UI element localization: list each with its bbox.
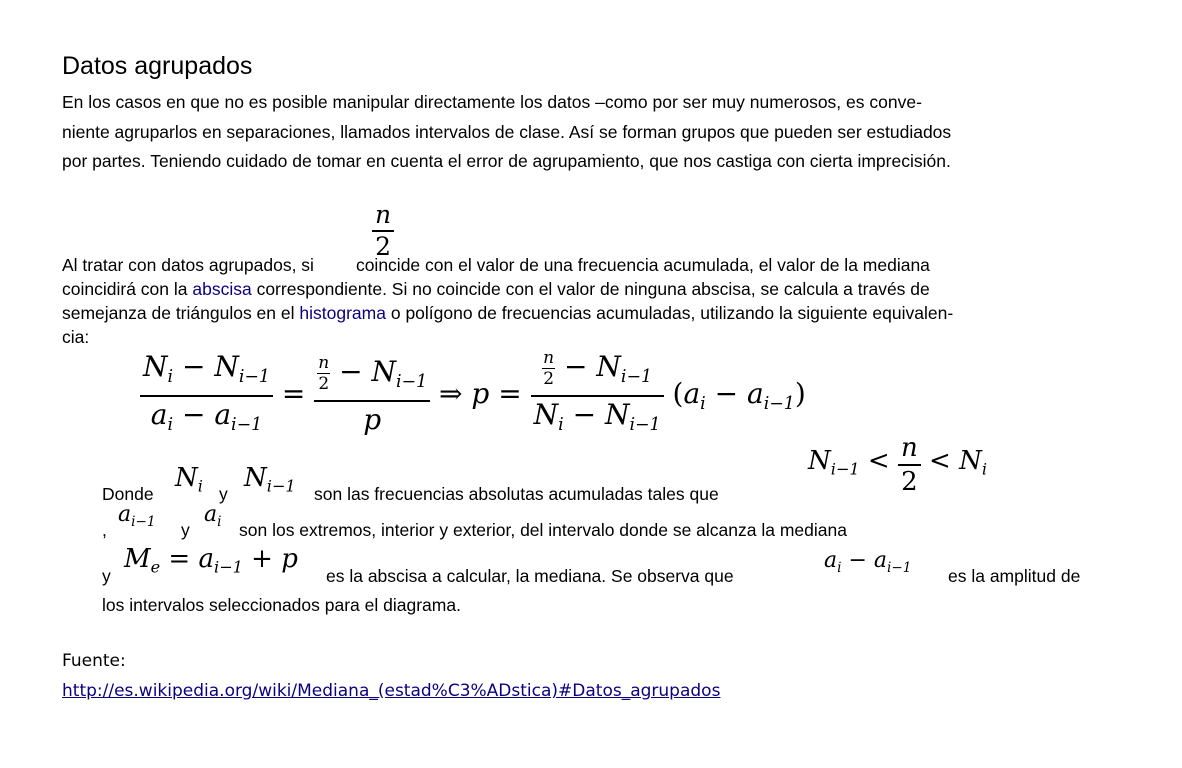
intro-line-3: por partes. Teniendo cuidado de tomar en cuenta el error de agrupamiento, que nos castiga con cierta imprecisión. (62, 151, 951, 171)
n-i-1-symbol: $N_{i-1}$ (244, 463, 296, 496)
donde-label: Donde (102, 484, 154, 504)
grouped-line-2 (62, 277, 1132, 301)
donde-row-1-text: son las frecuencias absolutas acumuladas tales que (314, 484, 719, 504)
grouped-line-1 (62, 253, 1132, 277)
interval-width-formula: $a_i - a_{i-1}$ (824, 548, 912, 576)
grouped-line-1-start: Al tratar con datos agrupados, si (62, 255, 314, 275)
intro-line-2: niente agruparlos en separaciones, llamados intervalos de clase. Así se forman grupos que pueden ser estudiados (62, 121, 952, 142)
donde-row-3-text: es la abscisa a calcular, la mediana. Se observa que (326, 566, 734, 586)
histograma-link[interactable]: histograma (299, 303, 386, 323)
source-label: Fuente: (62, 651, 126, 671)
donde-row-3-end: es la amplitud de (948, 566, 1081, 586)
grouped-line-2-end: correspondiente. Si no coincide con el valor de ninguna abscisa, se calcula a través de (256, 279, 930, 299)
grouped-line-1-end: coincide con el valor de una frecuencia acumulada, el valor de la mediana (355, 255, 930, 275)
n-over-2-fraction: $\frac{n}{2}$ (372, 200, 394, 262)
inequality-formula: $N_{i-1}$ < $\frac{n}{2}$ < $N_i$ (808, 433, 987, 497)
donde-row-4-text: los intervalos seleccionados para el diagrama. (102, 595, 461, 615)
intro-paragraph (62, 88, 1127, 177)
grouped-line-3-end: o polígono de frecuencias acumuladas, utilizando la siguiente equivalen- (390, 303, 954, 323)
conjunction-y-2: y (181, 520, 190, 540)
grouped-line-3-start: semejanza de triángulos en el (62, 303, 295, 323)
grouped-line-3 (62, 301, 1132, 325)
intro-line-1: En los casos en que no es posible manipular directamente los datos –como por ser muy numerosos, es conve- (62, 92, 922, 112)
conjunction-y-1: y (219, 484, 228, 504)
n-i-symbol: $N_i$ (175, 463, 203, 496)
donde-row-2-text: son los extremos, interior y exterior, del intervalo donde se alcanza la mediana (239, 520, 847, 540)
page-title: Datos agrupados (62, 52, 253, 80)
grouped-data-paragraph (62, 253, 1132, 349)
conjunction-y-3: y (102, 566, 111, 586)
grouped-line-4: cia: (62, 327, 90, 347)
grouped-line-2-start: coincidirá con la (62, 279, 188, 299)
a-i-symbol: $a_i$ (204, 502, 222, 530)
median-formula: $\frac{N_i - N_{i-1}}{a_i - a_{i-1}}$ = $\frac{n}{2}$ − $N_{i-1}$ p ⇒ p = $\frac{n}{2}$ − $N_{i-1}$ $N_i - N_{i-1}$ $(a_i - a_{i-1})$ (140, 348, 806, 443)
source-link[interactable]: http://es.wikipedia.org/wiki/Mediana_(estad%C3%ADstica)#Datos_agrupados (62, 681, 721, 701)
abscisa-link[interactable]: abscisa (192, 279, 252, 299)
median-definition-formula: $M_e = a_{i-1} + p$ (124, 544, 298, 577)
a-i-1-symbol: $a_{i-1}$ (118, 502, 156, 530)
comma: , (102, 520, 107, 540)
